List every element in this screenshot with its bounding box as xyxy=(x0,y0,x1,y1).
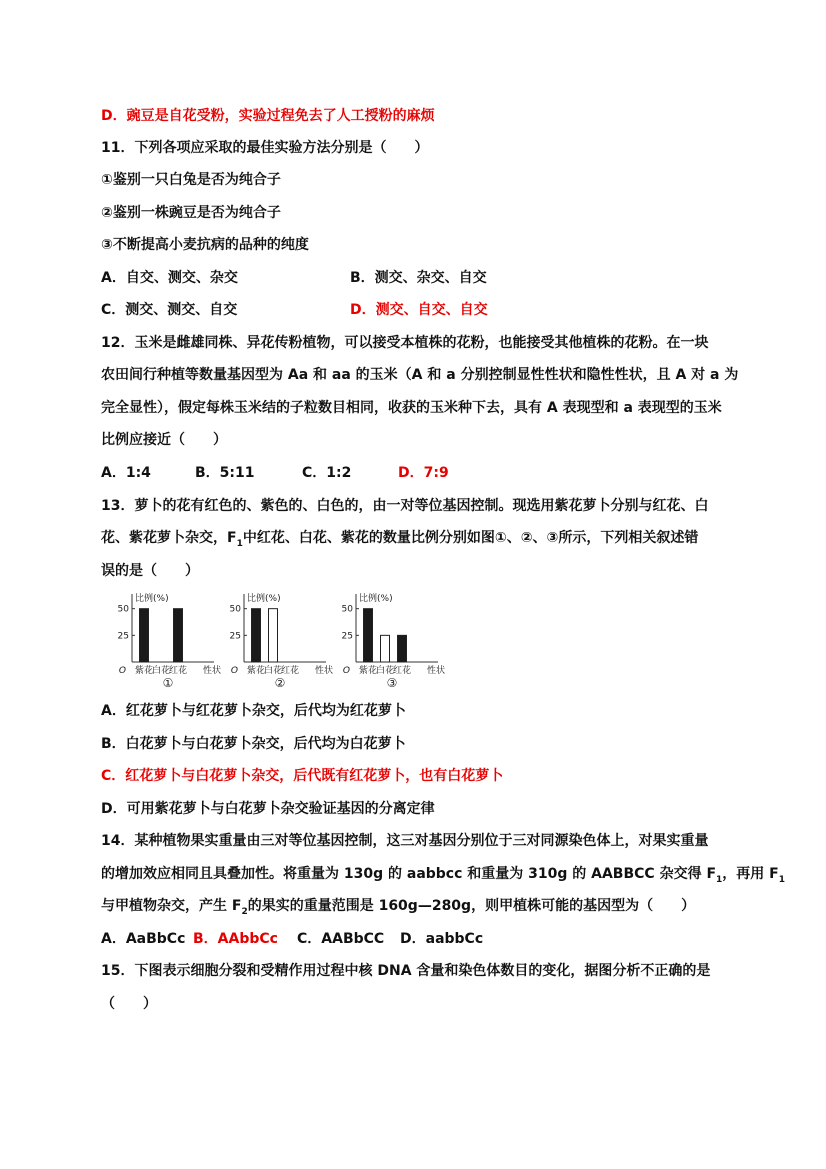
chart-2-xlabel: 性状 xyxy=(314,666,334,676)
chart-2-panel-label: ② xyxy=(274,676,286,688)
q14-option-b-answer: B．AAbbCc xyxy=(193,931,278,947)
q13-stem-line-2-part-a: 花、紫花萝卜杂交，F xyxy=(101,530,237,546)
q14-option-c: C．AABbCC xyxy=(297,931,385,947)
q11-item-2: ②鉴别一株豌豆是否为纯合子 xyxy=(101,205,281,221)
chart-3-category-label: 红花 xyxy=(392,666,412,676)
q13-charts-svg xyxy=(110,588,450,688)
chart-3-category-label: 紫花 xyxy=(358,666,378,676)
q14-stem-line-2-part-b: ，再用 F xyxy=(722,866,779,882)
q14-stem-line-3-part-b: 的果实的重量范围是 160g—280g，则甲植株可能的基因型为（ ） xyxy=(247,898,696,914)
q14-stem-line-2-part-a: 的增加效应相同且具叠加性。将重量为 130g 的 aabbcc 和重量为 310g 的 AABBCC 杂交得 F xyxy=(101,866,717,882)
q14-option-d: D．aabbCc xyxy=(400,931,484,947)
chart-1-ytick-label: 50 xyxy=(117,604,129,615)
chart-3-bar-2 xyxy=(381,635,390,662)
chart-1-bar-1 xyxy=(140,609,149,662)
q11-item-1: ①鉴别一只白兔是否为纯合子 xyxy=(101,172,281,188)
chart-3-panel-label: ③ xyxy=(386,676,398,688)
chart-2-category-label: 紫花 xyxy=(246,666,266,676)
q14-stem-line-3-part-a: 与甲植物杂交，产生 F xyxy=(101,898,242,914)
q14-stem-line-3 xyxy=(101,896,741,922)
q12-option-c: C．1:2 xyxy=(302,465,352,481)
chart-1-category-label: 紫花 xyxy=(134,666,154,676)
chart-2-ytick-label: 50 xyxy=(229,604,241,615)
q14-subscript-3: 2 xyxy=(241,906,248,917)
chart-3-xlabel: 性状 xyxy=(426,666,446,676)
chart-1-ylabel: 比例(%) xyxy=(135,594,169,604)
q12-option-a: A．1:4 xyxy=(101,465,151,481)
q13-option-b: B．白花萝卜与白花萝卜杂交，后代均为白花萝卜 xyxy=(101,736,406,752)
chart-1-category-label: 白花 xyxy=(151,666,171,676)
chart-1-xlabel: 性状 xyxy=(202,666,222,676)
q14-stem-line-2 xyxy=(101,864,785,890)
q14-subscript-1: 1 xyxy=(716,874,723,885)
q13-bar-charts xyxy=(110,588,450,688)
chart-1-bar-3 xyxy=(174,609,183,662)
chart-3-category-label: 白花 xyxy=(375,666,395,676)
chart-2-bar-2 xyxy=(269,609,278,662)
q11-option-b: B．测交、杂交、自交 xyxy=(350,270,487,286)
q13-stem-line-3: 误的是（ ） xyxy=(101,563,199,579)
chart-1-panel-label: ① xyxy=(162,676,174,688)
q11-option-a: A．自交、测交、杂交 xyxy=(101,270,238,286)
q14-stem-line-1: 14．某种植物果实重量由三对等位基因控制，这三对基因分别位于三对同源染色体上，对果实重量 xyxy=(101,833,709,849)
chart-3-bar-3 xyxy=(398,635,407,662)
q13-stem-line-2 xyxy=(101,528,741,554)
q13-option-c-answer: C．红花萝卜与白花萝卜杂交，后代既有红花萝卜，也有白花萝卜 xyxy=(101,768,504,784)
q13-stem-line-1: 13．萝卜的花有红色的、紫色的、白色的，由一对等位基因控制。现选用紫花萝卜分别与红花、白 xyxy=(101,498,709,514)
q12-option-b: B．5:11 xyxy=(195,465,255,481)
q12-stem-line-4: 比例应接近（ ） xyxy=(101,432,227,448)
q10-option-d-answer: D．豌豆是自花受粉，实验过程免去了人工授粉的麻烦 xyxy=(101,108,435,124)
q13-option-d: D．可用紫花萝卜与白花萝卜杂交验证基因的分离定律 xyxy=(101,801,435,817)
chart-2-category-label: 白花 xyxy=(263,666,283,676)
chart-3-ytick-label: 25 xyxy=(341,631,353,642)
chart-3-ylabel: 比例(%) xyxy=(359,594,393,604)
q12-option-d-answer: D．7:9 xyxy=(398,465,449,481)
q15-stem-line-2: （ ） xyxy=(101,996,157,1012)
q13-stem-line-2-part-b: 中红花、白花、紫花的数量比例分别如图①、②、③所示，下列相关叙述错 xyxy=(242,530,699,546)
q11-item-3: ③不断提高小麦抗病的品种的纯度 xyxy=(101,237,309,253)
q12-stem-line-3: 完全显性），假定每株玉米结的子粒数目相同，收获的玉米种下去，具有 A 表现型和 a 表现型的玉米 xyxy=(101,400,722,416)
q13-option-a: A．红花萝卜与红花萝卜杂交，后代均为红花萝卜 xyxy=(101,703,406,719)
chart-3-bar-1 xyxy=(364,609,373,662)
q14-option-a: A．AaBbCc xyxy=(101,931,186,947)
chart-2-bar-1 xyxy=(252,609,261,662)
q11-stem: 11．下列各项应采取的最佳实验方法分别是（ ） xyxy=(101,140,429,156)
chart-2-origin: O xyxy=(230,666,238,676)
q12-stem-line-1: 12．玉米是雌雄同株、异花传粉植物，可以接受本植株的花粉，也能接受其他植株的花粉。在一块 xyxy=(101,335,709,351)
chart-2-ylabel: 比例(%) xyxy=(247,594,281,604)
q11-option-c: C．测交、测交、自交 xyxy=(101,302,238,318)
q14-subscript-2: 1 xyxy=(778,874,785,885)
chart-3-ytick-label: 50 xyxy=(341,604,353,615)
chart-2-ytick-label: 25 xyxy=(229,631,241,642)
chart-1-ytick-label: 25 xyxy=(117,631,129,642)
q15-stem-line-1: 15．下图表示细胞分裂和受精作用过程中核 DNA 含量和染色体数目的变化，据图分析不正确的是 xyxy=(101,963,711,979)
chart-2-category-label: 红花 xyxy=(280,666,300,676)
q13-subscript: 1 xyxy=(236,538,243,549)
chart-3-origin: O xyxy=(342,666,350,676)
q11-option-d-answer: D．测交、自交、自交 xyxy=(350,302,488,318)
q12-stem-line-2: 农田间行种植等数量基因型为 Aa 和 aa 的玉米（A 和 a 分别控制显性性状和隐性性状，且 A 对 a 为 xyxy=(101,367,739,383)
chart-1-origin: O xyxy=(118,666,126,676)
chart-1-category-label: 红花 xyxy=(168,666,188,676)
